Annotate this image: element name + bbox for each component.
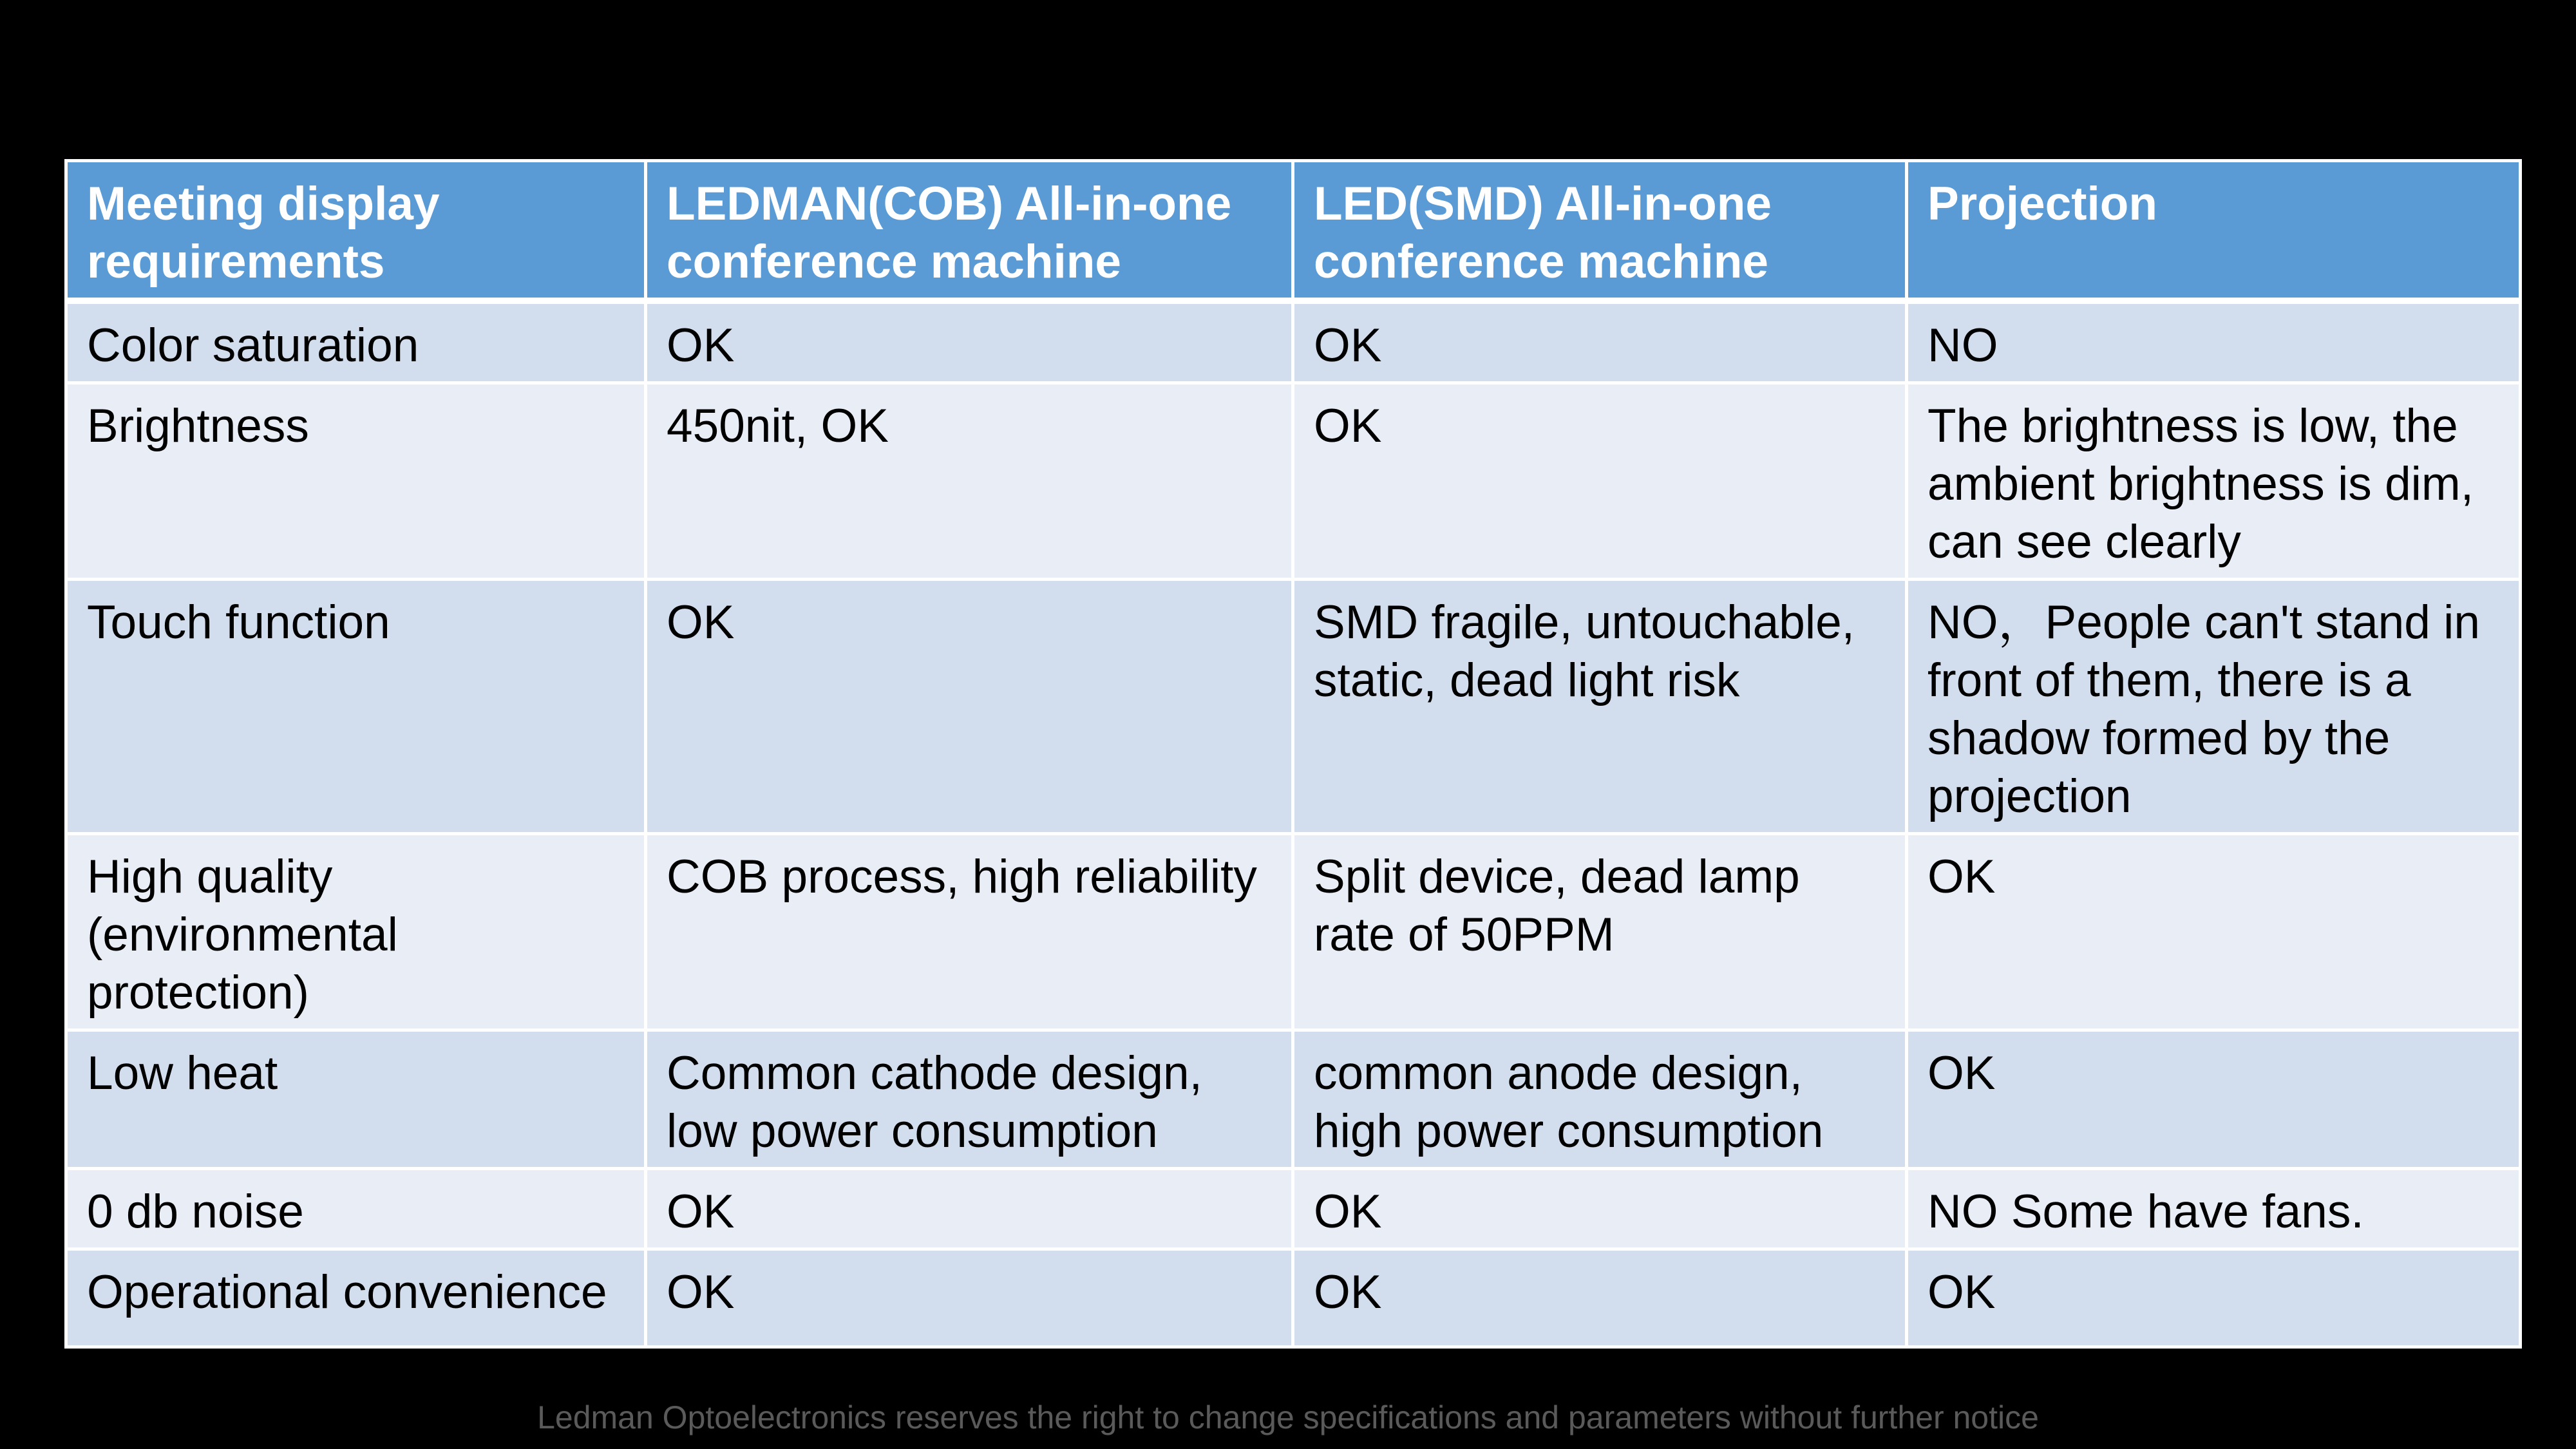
cell-led-smd: OK	[1293, 383, 1907, 580]
disclaimer-footer: Ledman Optoelectronics reserves the right to change specifications and parameters without further notice	[537, 1399, 2039, 1435]
cell-led-smd: common anode design, high power consumption	[1293, 1030, 1907, 1169]
cell-ledman-cob: Common cathode design, low power consumption	[646, 1030, 1293, 1169]
cell-requirement: High quality (environmental protection)	[66, 834, 646, 1030]
cell-ledman-cob: OK	[646, 1169, 1293, 1249]
cell-ledman-cob: OK	[646, 1249, 1293, 1347]
cell-projection: OK	[1907, 834, 2521, 1030]
cell-projection: The brightness is low, the ambient brightness is dim, can see clearly	[1907, 383, 2521, 580]
table-header-row	[66, 161, 2521, 301]
cell-led-smd: SMD fragile, untouchable, static, dead light risk	[1293, 580, 1907, 834]
cell-led-smd: OK	[1293, 1169, 1907, 1249]
cell-ledman-cob: OK	[646, 301, 1293, 383]
header-requirements: Meeting display requirements	[66, 161, 646, 301]
header-projection: Projection	[1907, 161, 2521, 301]
comparison-table	[64, 159, 2522, 1349]
header-led-smd: LED(SMD) All-in-one conference machine	[1293, 161, 1907, 301]
cell-projection: NO，People can't stand in front of them, there is a shadow formed by the projection	[1907, 580, 2521, 834]
cell-requirement: Operational convenience	[66, 1249, 646, 1347]
table-row	[66, 1169, 2521, 1249]
header-ledman-cob: LEDMAN(COB) All-in-one conference machine	[646, 161, 1293, 301]
cell-projection: OK	[1907, 1249, 2521, 1347]
cell-requirement: Touch function	[66, 580, 646, 834]
cell-projection: NO Some have fans.	[1907, 1169, 2521, 1249]
cell-requirement: Brightness	[66, 383, 646, 580]
cell-led-smd: OK	[1293, 1249, 1907, 1347]
table-row	[66, 383, 2521, 580]
table-row	[66, 1030, 2521, 1169]
cell-ledman-cob: OK	[646, 580, 1293, 834]
cell-requirement: Low heat	[66, 1030, 646, 1169]
cell-ledman-cob: COB process, high reliability	[646, 834, 1293, 1030]
table-row	[66, 1249, 2521, 1347]
cell-led-smd: Split device, dead lamp rate of 50PPM	[1293, 834, 1907, 1030]
cell-projection: OK	[1907, 1030, 2521, 1169]
cell-requirement: 0 db noise	[66, 1169, 646, 1249]
cell-projection: NO	[1907, 301, 2521, 383]
cell-led-smd: OK	[1293, 301, 1907, 383]
table-row	[66, 301, 2521, 383]
cell-ledman-cob: 450nit, OK	[646, 383, 1293, 580]
cell-requirement: Color saturation	[66, 301, 646, 383]
table-row	[66, 834, 2521, 1030]
table-row	[66, 580, 2521, 834]
